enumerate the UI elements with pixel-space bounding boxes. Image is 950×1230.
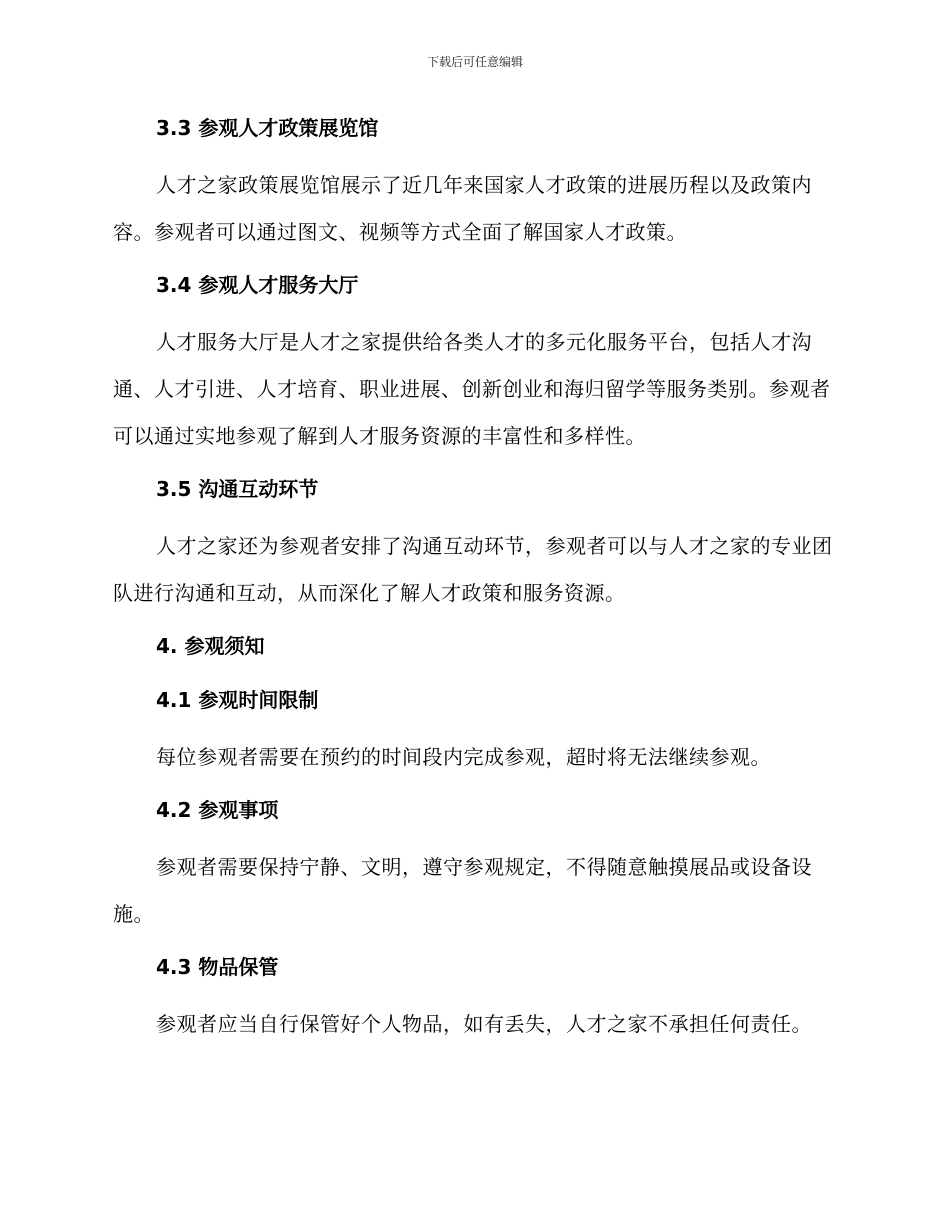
section-text-3-4: 人才服务大厅是人才之家提供给各类人才的多元化服务平台，包括人才沟通、人才引进、人才培育、职业进展、创新创业和海归留学等服务类别。参观者可以通过实地参观了解到人才服务资源的丰富性和多样性。 xyxy=(113,330,831,448)
section-text-3-3: 人才之家政策展览馆展示了近几年来国家人才政策的进展历程以及政策内容。参观者可以通过图文、视频等方式全面了解国家人才政策。 xyxy=(113,173,812,244)
section-heading-4-3: 4.3 物品保管 xyxy=(156,955,279,979)
page-header-note: 下载后可任意编辑 xyxy=(426,55,523,69)
section-text-4-3: 参观者应当自行保管好个人物品，如有丢失，人才之家不承担任何责任。 xyxy=(156,1012,812,1036)
document-body xyxy=(113,108,833,1057)
section-text-4-1: 每位参观者需要在预约的时间段内完成参观，超时将无法继续参观。 xyxy=(156,745,771,769)
section-heading-4: 4. 参观须知 xyxy=(156,634,265,658)
section-heading-3-3: 3.3 参观人才政策展览馆 xyxy=(156,116,379,140)
section-text-3-5: 人才之家还为参观者安排了沟通互动环节，参观者可以与人才之家的专业团队进行沟通和互动，从而深化了解人才政策和服务资源。 xyxy=(113,534,833,605)
section-heading-4-1: 4.1 参观时间限制 xyxy=(156,688,319,712)
section-heading-4-2: 4.2 参观事项 xyxy=(156,798,279,822)
section-text-4-2: 参观者需要保持宁静、文明，遵守参观规定，不得随意触摸展品或设备设施。 xyxy=(113,855,812,926)
section-heading-3-4: 3.4 参观人才服务大厅 xyxy=(156,273,359,297)
section-heading-3-5: 3.5 沟通互动环节 xyxy=(156,477,319,501)
